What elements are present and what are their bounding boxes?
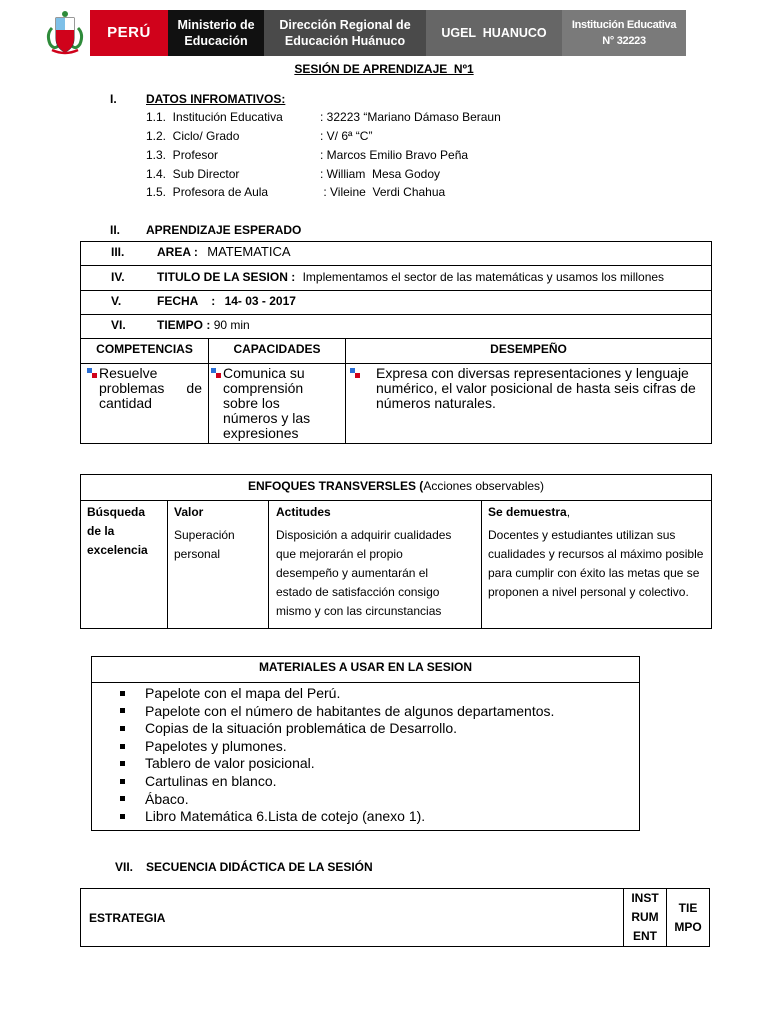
header-banner [90, 10, 686, 56]
demuestra-comma: , [566, 505, 571, 519]
enfoques-title-row [81, 475, 712, 501]
banner-ugel [426, 10, 562, 56]
titulo-num: IV. [111, 270, 125, 284]
dato-value: : V/ 6ª “C” [320, 129, 373, 143]
secuencia-table [80, 888, 710, 947]
competencia-line1: Resuelve [99, 365, 158, 381]
dato-row [146, 110, 501, 124]
enfoque-name-cell [81, 501, 168, 629]
section1-number: I. [110, 92, 117, 106]
material-text: Papelote con el mapa del Perú. [145, 685, 341, 701]
area-label: AREA : [157, 245, 198, 259]
ugel-label: UGEL HUANUCO [441, 26, 547, 40]
ie-line1: Institución Educativa [571, 19, 677, 31]
tiempo-line2: MPO [674, 919, 702, 934]
aprendizaje-table [80, 241, 712, 444]
dato-value: : 32223 “Mariano Dámaso Beraun [320, 110, 501, 124]
bullet-icon [211, 368, 221, 378]
enfoques-title [81, 475, 712, 501]
competencia-line3: cantidad [99, 395, 152, 411]
secuencia-header-row [81, 889, 710, 947]
material-text: Cartulinas en blanco. [145, 772, 277, 789]
tiempo-num: VI. [111, 318, 126, 332]
area-num: III. [111, 245, 125, 259]
desempeno-cell [346, 364, 712, 444]
banner-ministerio [168, 10, 264, 56]
dato-label: 1.2. Ciclo/ Grado [146, 129, 240, 143]
dre-line2: Educación Huánuco [284, 34, 406, 48]
materiales-title: MATERIALES A USAR EN LA SESION [92, 657, 640, 683]
dato-row [146, 185, 445, 199]
titulo-cell [81, 266, 712, 291]
materiales-list-row [92, 683, 640, 831]
enfoque-line3: excelencia [87, 543, 148, 557]
material-text: Libro Matemática 6.Lista de cotejo (anexo 1). [145, 808, 426, 825]
peru-label: PERÚ [107, 24, 151, 41]
dato-row [146, 129, 372, 143]
info-row-area [81, 242, 712, 266]
desempeno-line2: numérico, el valor posicional de hasta seis cifras de [376, 380, 696, 396]
demuestra-line1: Docentes y estudiantes utilizan sus [488, 528, 676, 542]
actitudes-line2: que mejorarán el propio [276, 547, 403, 561]
area-value: MATEMATICA [207, 244, 291, 259]
list-item [120, 808, 639, 826]
dato-value: : William Mesa Godoy [320, 167, 441, 181]
dre-line1: Dirección Regional de [279, 18, 411, 32]
square-bullet-icon [120, 691, 125, 696]
enfoques-title-sub: Acciones observables [423, 479, 541, 493]
info-row-tiempo [81, 315, 712, 339]
enfoques-title-close: ) [540, 479, 545, 493]
valor-line1: Superación [174, 528, 235, 542]
actitudes-line4: estado de satisfacción consigo [276, 585, 440, 599]
section7-title: SECUENCIA DIDÁCTICA DE LA SESIÓN [146, 860, 373, 874]
dato-value: : Marcos Emilio Bravo Peña [320, 148, 469, 162]
fecha-cell [81, 291, 712, 315]
actitudes-header: Actitudes [276, 505, 331, 519]
materiales-title-row [92, 657, 640, 683]
materiales-list [120, 685, 639, 826]
enfoque-line1: Búsqueda [87, 505, 146, 519]
actitudes-line1: Disposición a adquirir cualidades [276, 528, 452, 542]
inst-line3: ENT [633, 929, 657, 943]
fecha-value: 14- 03 - 2017 [224, 294, 296, 308]
info-row-titulo [81, 266, 712, 291]
section2-number: II. [110, 223, 121, 237]
section1-title: DATOS INFROMATIVOS: [146, 92, 286, 106]
capacidad-line2: comprensión [223, 380, 304, 396]
enfoque-line2: de la [87, 524, 115, 538]
actitudes-cell [269, 501, 482, 629]
tiempo-label: TIEMPO : [157, 318, 211, 332]
ie-line2: N° 32223 [602, 35, 646, 47]
material-text: Papelotes y plumones. [145, 737, 287, 754]
ministerio-line2: Educación [184, 34, 248, 48]
material-text: Papelote con el número de habitantes de algunos departamentos. [145, 702, 555, 719]
dato-value: : Vileine Verdi Chahua [320, 185, 446, 199]
dato-row [146, 148, 468, 162]
dato-label: 1.4. Sub Director [146, 167, 240, 181]
fecha-num: V. [111, 294, 122, 308]
square-bullet-icon [120, 779, 125, 784]
capacidad-cell [209, 364, 346, 444]
material-text: Copias de la situación problemática de Desarrollo. [145, 720, 458, 737]
capacidades-header: CAPACIDADES [209, 339, 346, 364]
dato-label: 1.5. Profesora de Aula [146, 185, 269, 199]
tiempo-line1: TIE [678, 900, 698, 915]
area-cell [81, 242, 712, 266]
valor-line2: personal [174, 547, 221, 561]
comp-row [81, 364, 712, 444]
demuestra-line3: para cumplir con éxito las metas que se [488, 566, 700, 580]
list-item [120, 791, 639, 809]
square-bullet-icon [120, 726, 125, 731]
section7-number: VII. [115, 860, 134, 874]
dato-label: 1.3. Profesor [146, 148, 219, 162]
square-bullet-icon [120, 708, 125, 713]
banner-peru [90, 10, 168, 56]
tiempo-cell [81, 315, 712, 339]
valor-cell [168, 501, 269, 629]
material-text: Ábaco. [145, 790, 189, 807]
enfoques-row [81, 501, 712, 629]
instrumento-header [624, 889, 667, 947]
list-item [120, 720, 639, 738]
fecha-label: FECHA : [157, 294, 216, 308]
square-bullet-icon [120, 814, 125, 819]
estrategia-header: ESTRATEGIA [81, 889, 624, 947]
square-bullet-icon [120, 796, 125, 801]
dato-label: 1.1. Institución Educativa [146, 110, 283, 124]
demuestra-cell [482, 501, 712, 629]
desempeno-line3: números naturales. [376, 395, 496, 411]
dato-row [146, 167, 440, 181]
info-row-fecha [81, 291, 712, 315]
actitudes-line5: mismo y con las circunstancias [276, 604, 442, 618]
materiales-list-cell [92, 683, 640, 831]
competencia-line2a: problemas [99, 380, 165, 396]
square-bullet-icon [120, 761, 125, 766]
tiempo-value: 90 min [213, 318, 250, 332]
demuestra-line2: cualidades y recursos al máximo posible [488, 547, 704, 561]
list-item [120, 685, 639, 703]
material-text: Tablero de valor posicional. [145, 755, 315, 772]
desempeno-header: DESEMPEÑO [346, 339, 712, 364]
list-item [120, 755, 639, 773]
capacidad-line4: números y las [223, 410, 311, 426]
enfoques-title-main: ENFOQUES TRANSVERSLES ( [247, 479, 424, 493]
titulo-value: Implementamos el sector de las matemáticas y usamos los millones [302, 270, 665, 284]
valor-header: Valor [174, 505, 204, 519]
square-bullet-icon [120, 744, 125, 749]
capacidad-line5: expresiones [223, 425, 299, 441]
inst-line1: INST [631, 891, 659, 905]
bullet-icon [87, 368, 97, 378]
desempeno-line1: Expresa con diversas representaciones y lenguaje [376, 365, 689, 381]
list-item [120, 703, 639, 721]
enfoques-table [80, 474, 712, 629]
ministerio-line1: Ministerio de [177, 18, 255, 32]
competencias-header: COMPETENCIAS [81, 339, 209, 364]
capacidad-line1: Comunica su [223, 365, 305, 381]
titulo-label: TITULO DE LA SESION : [157, 270, 296, 284]
tiempo-header [667, 889, 710, 947]
bullet-icon [350, 368, 360, 378]
list-item [120, 773, 639, 791]
list-item [120, 738, 639, 756]
capacidad-line3: sobre los [223, 395, 280, 411]
comp-header-row [81, 339, 712, 364]
actitudes-line3: desempeño y aumentarán el [276, 566, 429, 580]
section2-title: APRENDIZAJE ESPERADO [146, 223, 302, 237]
demuestra-line4: proponen a nivel personal y colectivo. [488, 585, 689, 599]
competencia-line2b: de [186, 380, 202, 396]
competencia-cell [81, 364, 209, 444]
page-title: SESIÓN DE APRENDIZAJE Nº1 [294, 62, 474, 76]
banner-institucion [562, 10, 686, 56]
peru-coat-of-arms-icon [44, 10, 86, 56]
banner-dre [264, 10, 426, 56]
demuestra-header: Se demuestra [488, 505, 567, 519]
materiales-table [91, 656, 640, 831]
inst-line2: RUM [631, 910, 659, 924]
